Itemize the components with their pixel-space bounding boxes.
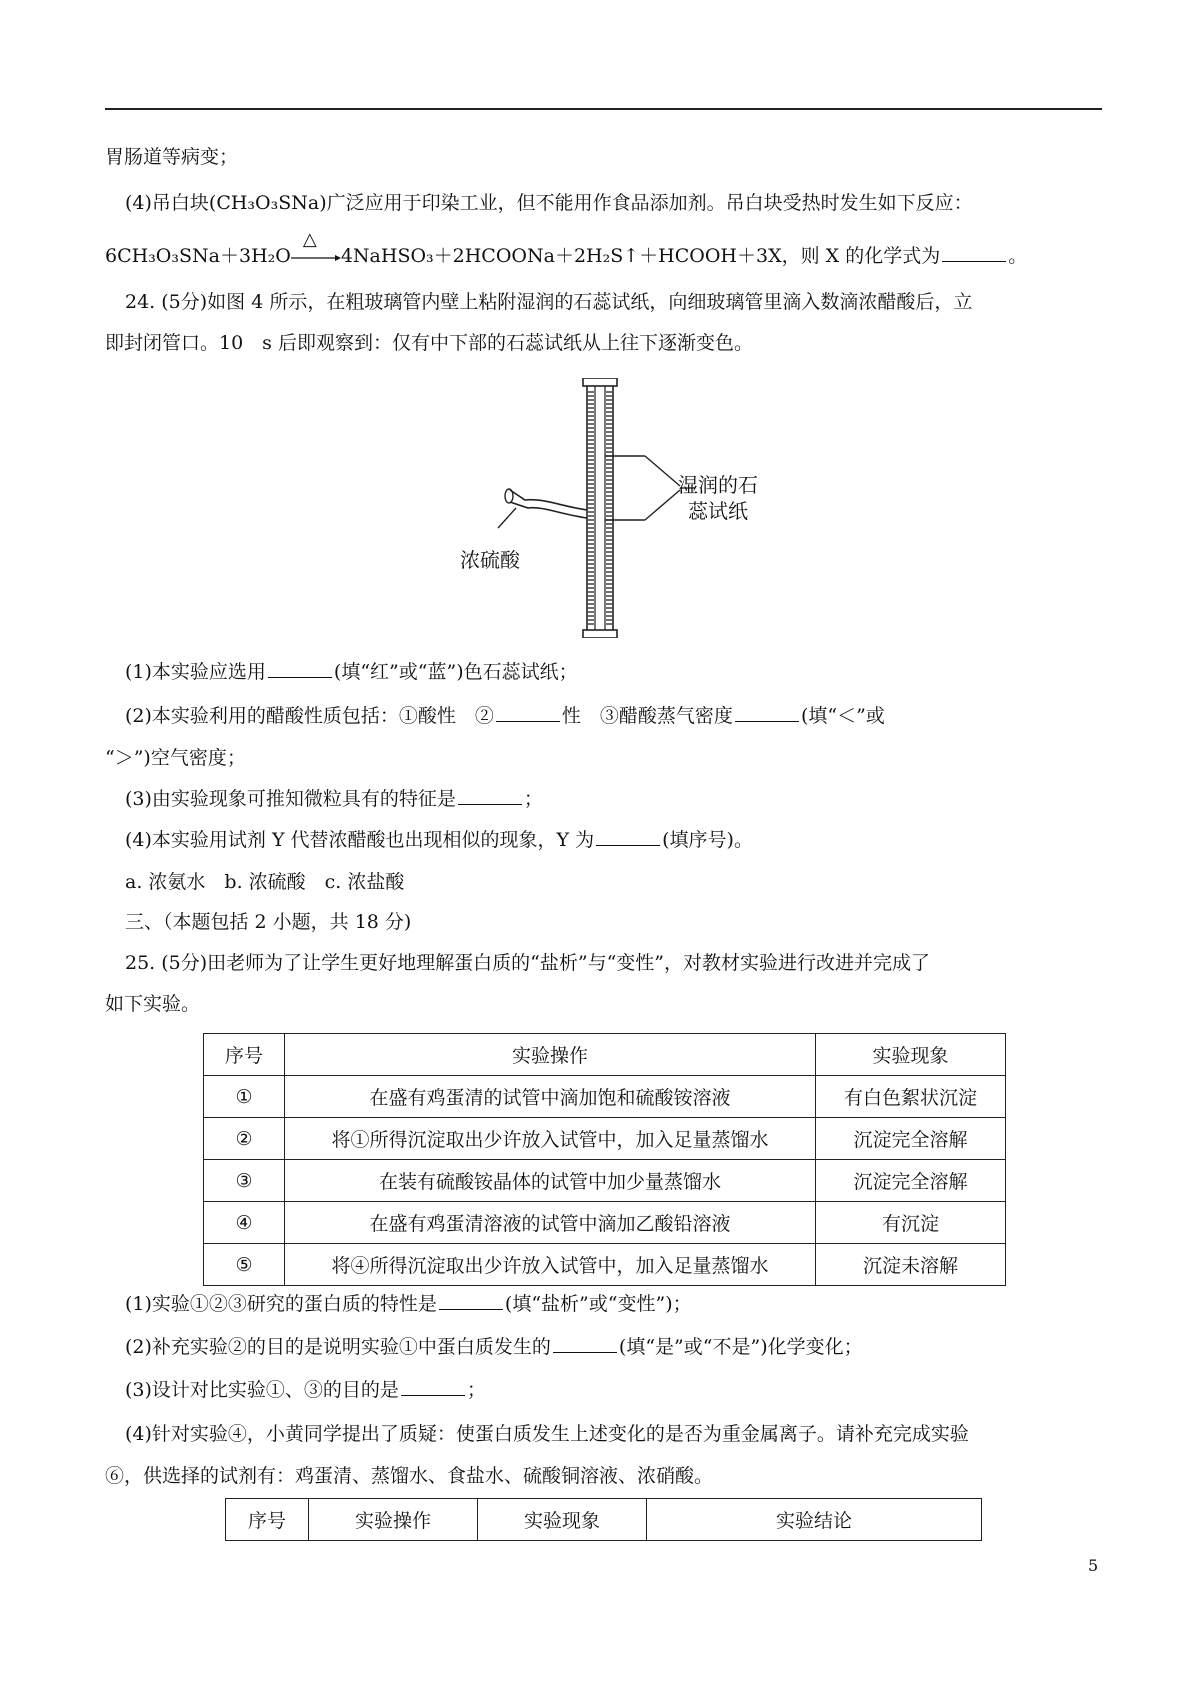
- answer-blank[interactable]: [735, 703, 799, 722]
- q24-part4: [125, 827, 753, 853]
- text: ；: [523, 788, 543, 810]
- table-row: [204, 1244, 1006, 1286]
- table-header-row: [226, 1499, 982, 1541]
- label-line: 蕊试纸: [688, 499, 748, 523]
- question-4-text: (4)吊白块(CH₃O₃SNa)广泛应用于印染工业，但不能用作食品添加剂。吊白块受热时发生如下反应：: [125, 192, 973, 214]
- table-cell: 有白色絮状沉淀: [816, 1076, 1006, 1118]
- table-cell: ②: [204, 1118, 285, 1160]
- table-header-row: [204, 1034, 1006, 1076]
- table-cell: ⑤: [204, 1244, 285, 1286]
- table-cell: 沉淀完全溶解: [816, 1118, 1006, 1160]
- text-line: 胃肠道等病变；: [105, 146, 239, 168]
- table-row: [204, 1076, 1006, 1118]
- table-header-cell: 实验操作: [309, 1499, 478, 1541]
- answer-blank[interactable]: [496, 703, 560, 722]
- table-header-cell: 实验现象: [478, 1499, 647, 1541]
- page-number: 5: [1088, 1556, 1099, 1575]
- text: (1)实验①②③研究的蛋白质的特性是: [125, 1293, 437, 1315]
- table-header-cell: 实验结论: [647, 1499, 982, 1541]
- text: (1)本实验应选用: [125, 661, 266, 683]
- table-cell: ④: [204, 1202, 285, 1244]
- q24-options: a. 浓氨水 b. 浓硫酸 c. 浓盐酸: [125, 871, 405, 893]
- text: ；: [466, 1379, 486, 1401]
- table-cell: 将④所得沉淀取出少许放入试管中，加入足量蒸馏水: [285, 1244, 816, 1286]
- table-cell: 有沉淀: [816, 1202, 1006, 1244]
- text: (填“是”或“不是”)化学变化；: [618, 1336, 863, 1358]
- table-header-cell: 序号: [204, 1034, 285, 1076]
- table-header-cell: 序号: [226, 1499, 309, 1541]
- q25-part2: [125, 1334, 863, 1360]
- reaction-equation: [105, 229, 1028, 269]
- text: (填“红”或“蓝”)色石蕊试纸；: [333, 661, 578, 683]
- experiment-table: [203, 1033, 1006, 1286]
- answer-blank[interactable]: [439, 1291, 503, 1310]
- text: (填“盐析”或“变性”)；: [504, 1293, 692, 1315]
- table-row: [204, 1118, 1006, 1160]
- text: (3)设计对比实验①、③的目的是: [125, 1379, 399, 1401]
- q25-stem-line2: 如下实验。: [105, 993, 201, 1015]
- table-cell: 沉淀完全溶解: [816, 1160, 1006, 1202]
- label-line: 湿润的石: [678, 473, 758, 497]
- section-heading: 三、（本题包括 2 小题，共 18 分): [125, 911, 412, 933]
- table-cell: ③: [204, 1160, 285, 1202]
- text: (填“＜”或: [800, 705, 885, 727]
- answer-blank[interactable]: [553, 1334, 617, 1353]
- table-cell: 将①所得沉淀取出少许放入试管中，加入足量蒸馏水: [285, 1118, 816, 1160]
- q24-stem-line1: 24. (5分)如图 4 所示，在粗玻璃管内壁上粘附湿润的石蕊试纸，向细玻璃管里滴入数滴浓醋酸后，立: [125, 291, 973, 313]
- heat-arrow: [291, 229, 341, 269]
- answer-blank[interactable]: [401, 1377, 465, 1396]
- q24-part2: [125, 703, 885, 729]
- heat-symbol: △: [302, 229, 317, 250]
- figure-apparatus: [460, 378, 780, 638]
- q24-stem-line2: 即封闭管口。10 s 后即观察到：仅有中下部的石蕊试纸从上往下逐渐变色。: [105, 332, 753, 354]
- answer-blank[interactable]: [596, 827, 660, 846]
- text: (2)本实验利用的醋酸性质包括：①酸性 ②: [125, 705, 494, 727]
- text: 性 ③醋酸蒸气密度: [561, 705, 733, 727]
- reaction-arrow-icon: [291, 253, 341, 263]
- table-cell: 沉淀未溶解: [816, 1244, 1006, 1286]
- q25-part4-line1: (4)针对实验④，小黄同学提出了质疑：使蛋白质发生上述变化的是否为重金属离子。请补充完成实验: [125, 1423, 969, 1445]
- table-row: [204, 1160, 1006, 1202]
- text: (2)补充实验②的目的是说明实验①中蛋白质发生的: [125, 1336, 551, 1358]
- table-cell: 在盛有鸡蛋清溶液的试管中滴加乙酸铅溶液: [285, 1202, 816, 1244]
- experiment-6-table: [225, 1498, 982, 1541]
- header-rule: [105, 108, 1102, 110]
- table-cell: 在盛有鸡蛋清的试管中滴加饱和硫酸铵溶液: [285, 1076, 816, 1118]
- q25-part4-line2: ⑥，供选择的试剂有：鸡蛋清、蒸馏水、食盐水、硫酸铜溶液、浓硝酸。: [105, 1465, 714, 1487]
- q24-part3: [125, 786, 543, 812]
- label-wet-litmus-paper: [678, 472, 758, 524]
- table-header-cell: 实验现象: [816, 1034, 1006, 1076]
- table-header-cell: 实验操作: [285, 1034, 816, 1076]
- table-row: [204, 1202, 1006, 1244]
- q25-part1: [125, 1291, 692, 1317]
- q25-part3: [125, 1377, 486, 1403]
- reaction-end: 。: [1008, 245, 1028, 267]
- text: (填序号)。: [662, 829, 753, 851]
- answer-blank[interactable]: [458, 786, 522, 805]
- q24-part2-cont: “＞”)空气密度；: [105, 747, 246, 769]
- label-concentrated-acid: 浓硫酸: [460, 548, 520, 572]
- reaction-left: 6CH₃O₃SNa＋3H₂O: [105, 245, 291, 267]
- q24-part1: [125, 659, 578, 685]
- reaction-right: 4NaHSO₃＋2HCOONa＋2H₂S↑＋HCOOH＋3X，则 X 的化学式为: [340, 245, 941, 267]
- answer-blank[interactable]: [942, 243, 1006, 262]
- q25-stem-line1: 25. (5分)田老师为了让学生更好地理解蛋白质的“盐析”与“变性”，对教材实验进行改进并完成了: [125, 952, 931, 974]
- answer-blank[interactable]: [268, 659, 332, 678]
- text: (3)由实验现象可推知微粒具有的特征是: [125, 788, 456, 810]
- table-cell: 在装有硫酸铵晶体的试管中加少量蒸馏水: [285, 1160, 816, 1202]
- text: (4)本实验用试剂 Y 代替浓醋酸也出现相似的现象，Y 为: [125, 829, 595, 851]
- table-cell: ①: [204, 1076, 285, 1118]
